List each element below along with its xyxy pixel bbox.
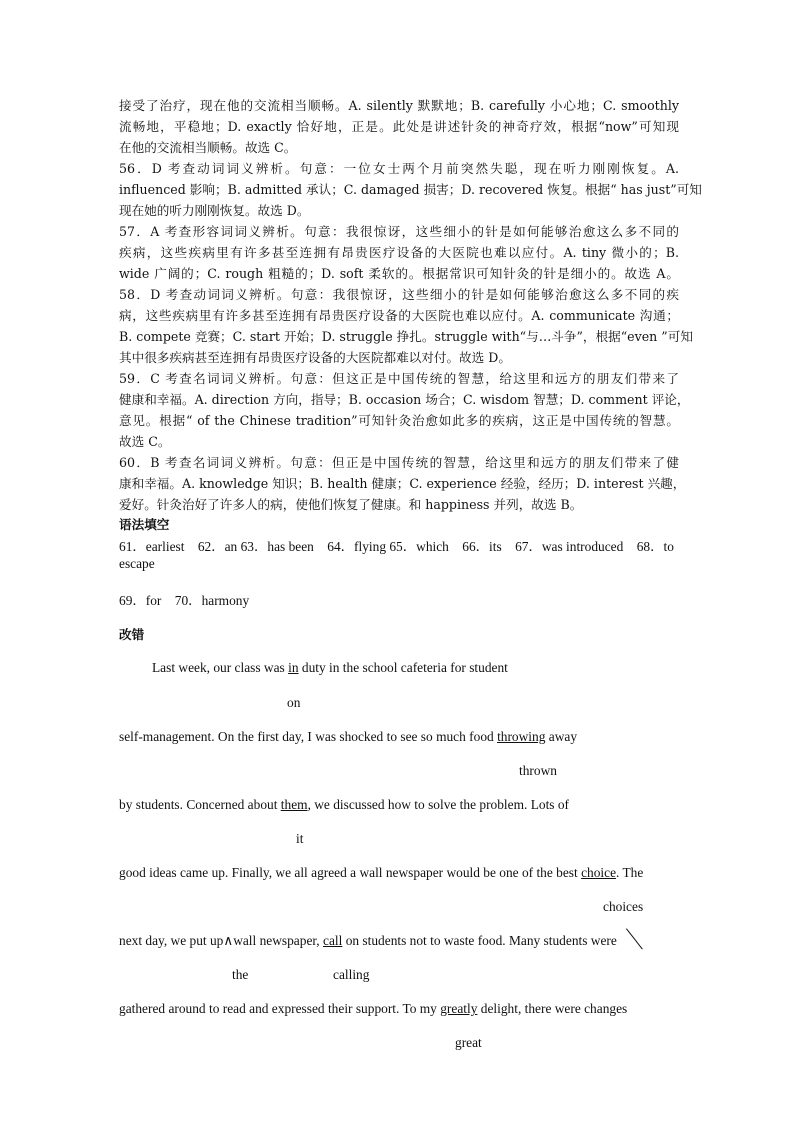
error-word: greatly xyxy=(440,1001,478,1016)
text-line: 健康和幸福。A. direction 方向，指导；B. occasion 场合；C. wisdom 智慧；D. comment 评论， xyxy=(119,392,690,407)
text-line: 疾病，这些疾病里有许多甚至连拥有昂贵医疗设备的大医院也难以应付。A. tiny 微小的；B. xyxy=(119,245,679,260)
text-line: 流畅地，平稳地；D. exactly 恰好地，正是。此处是讲述针灸的神奇疗效，根据“now”可知现 xyxy=(119,119,679,134)
error-word: throwing xyxy=(497,729,546,744)
correction-answer: calling xyxy=(333,967,370,982)
text-line: 在他的交流相当顺畅。故选 C。 xyxy=(119,140,297,155)
text-segment: gathered around to read and expressed their support. To my xyxy=(119,1001,441,1016)
error-word: them xyxy=(280,797,308,812)
correction-answer: great xyxy=(455,1035,482,1050)
correction-heading: 改错 xyxy=(119,627,145,642)
text-segment: delight, there were changes xyxy=(477,1001,628,1016)
correction-answer: thrown xyxy=(519,763,557,778)
text-segment: Last week, our class was xyxy=(152,660,289,675)
error-word: in xyxy=(288,660,299,675)
text-line: wide 广阔的；C. rough 粗糙的；D. soft 柔软的。根据常识可知针灸的针是细小的。故选 A。 xyxy=(119,266,679,281)
correction-line xyxy=(119,797,569,813)
text-line: 康和幸福。A. knowledge 知识；B. health 健康；C. experience 经验，经历；D. interest 兴趣， xyxy=(119,476,686,491)
text-line: 接受了治疗，现在他的交流相当顺畅。A. silently 默默地；B. carefully 小心地；C. smoothly xyxy=(119,98,679,113)
correction-answer: the xyxy=(232,967,249,982)
text-segment: duty in the school cafeteria for student xyxy=(298,660,508,675)
correction-answer: it xyxy=(296,831,304,846)
text-line: 其中很多疾病甚至连拥有昂贵医疗设备的大医院都难以对付。故选 D。 xyxy=(119,350,511,365)
grammar-answers-line: 61．earliest 62．an 63．has been 64．flying 65．which 66．its 67．was introduced 68．to xyxy=(119,539,674,554)
text-line: influenced 影响；B. admitted 承认；C. damaged 损害；D. recovered 恢复。根据“ has just”可知 xyxy=(119,182,702,197)
error-word: call xyxy=(323,933,343,948)
grammar-answers-line: 69．for 70．harmony xyxy=(119,593,250,608)
insert-caret-icon: ∧ xyxy=(223,933,234,948)
text-line: 爱好。针灸治好了许多人的病，使他们恢复了健康。和 happiness 并列，故选 B。 xyxy=(119,497,583,512)
text-segment: by students. Concerned about xyxy=(119,797,281,812)
correction-line xyxy=(152,660,508,676)
text-segment: self-management. On the first day, I was shocked to see so much food xyxy=(119,729,498,744)
text-line: 故选 C。 xyxy=(119,434,171,449)
text-line: B. compete 竞赛；C. start 开始；D. struggle 挣扎。struggle with“与…斗争”，根据“even ”可知 xyxy=(119,329,693,344)
error-word: choice xyxy=(581,865,617,880)
text-segment: wall newspaper, xyxy=(233,933,324,948)
text-line: 60．B 考查名词词义辨析。句意：但正是中国传统的智慧，给这里和远方的朋友们带来了健 xyxy=(119,455,679,470)
text-segment: , we discussed how to solve the problem. Lots of xyxy=(307,797,570,812)
correction-line xyxy=(119,865,643,881)
text-segment: good ideas came up. Finally, we all agreed a wall newspaper would be one of the best xyxy=(119,865,582,880)
correction-line xyxy=(119,933,617,949)
text-line: 意见。根据“ of the Chinese tradition”可知针灸治愈如此多的疾病，这正是中国传统的智慧。 xyxy=(119,413,679,428)
text-segment: next day, we put up xyxy=(119,933,224,948)
grammar-answers-line: escape xyxy=(119,556,155,571)
text-line: 58．D 考查动词词义辨析。句意：我很惊讶，这些细小的针是如何能够治愈这么多不同的疾 xyxy=(119,287,679,302)
text-line: 病，这些疾病里有许多甚至连拥有昂贵医疗设备的大医院也难以应付。A. communicate 沟通； xyxy=(119,308,679,323)
correction-answer: choices xyxy=(603,899,644,914)
text-line: 59．C 考查名词词义辨析。句意：但这正是中国传统的智慧，给这里和远方的朋友们带来了 xyxy=(119,371,679,386)
text-line: 56．D 考查动词词义辨析。句意：一位女士两个月前突然失聪，现在听力刚刚恢复。A. xyxy=(119,161,679,176)
text-line: 57．A 考查形容词词义辨析。句意：我很惊讶，这些细小的针是如何能够治愈这么多不同的 xyxy=(119,224,679,239)
correction-line xyxy=(119,729,577,745)
text-segment: away xyxy=(545,729,578,744)
text-line: 现在她的听力刚刚恢复。故选 D。 xyxy=(119,203,310,218)
correction-line xyxy=(119,1001,627,1017)
text-segment: . The xyxy=(616,865,644,880)
correction-answer: on xyxy=(287,695,301,710)
strikethrough-mark xyxy=(626,928,643,949)
grammar-heading: 语法填空 xyxy=(119,517,170,532)
text-segment: on students not to waste food. Many students were xyxy=(342,933,617,948)
